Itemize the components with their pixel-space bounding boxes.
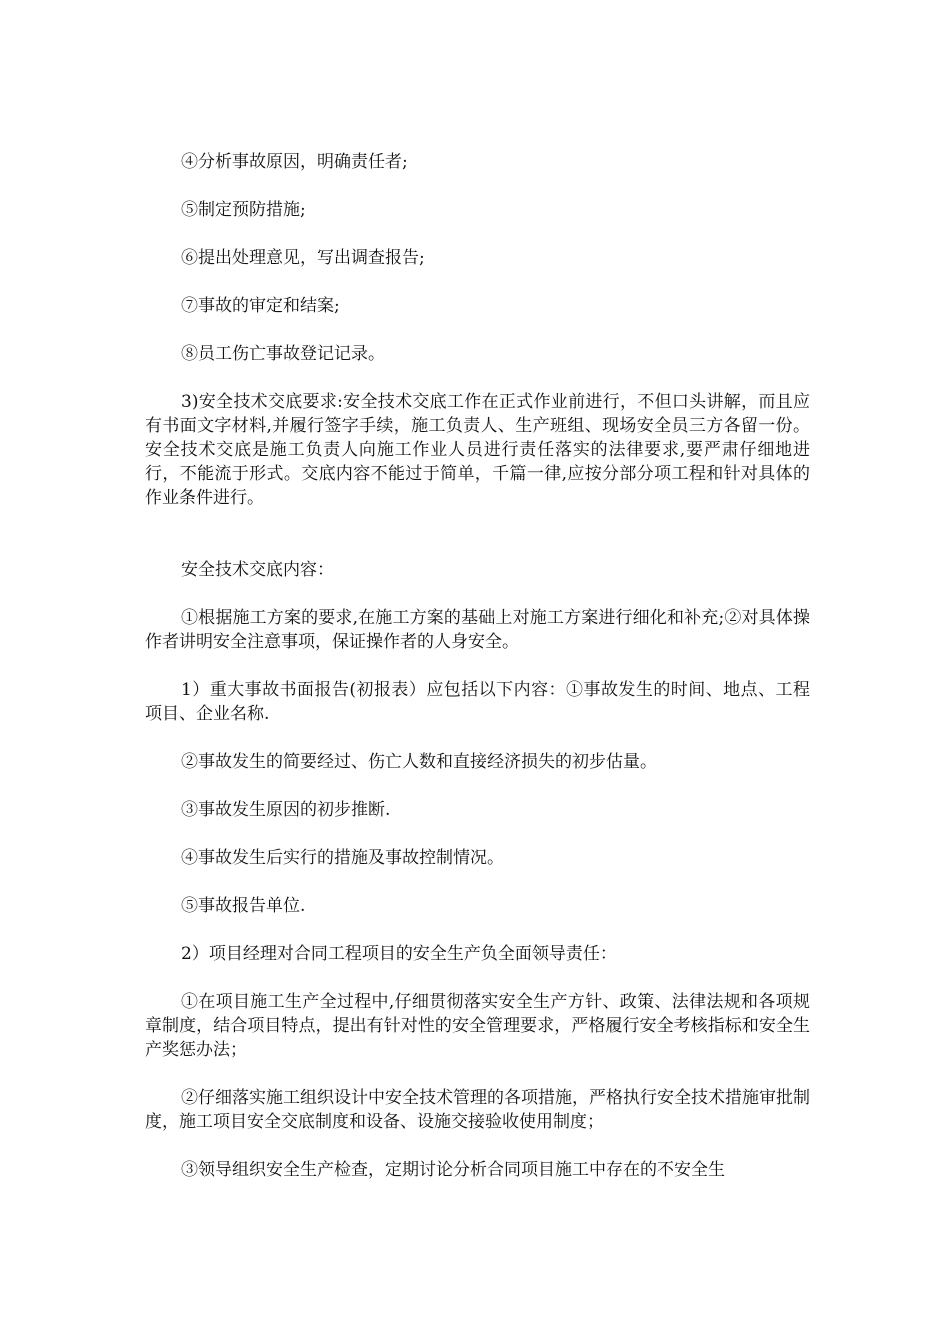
paragraph-briefing-content-detail: ①根据施工方案的要求,在施工方案的基础上对施工方案进行细化和补充;②对具体操作者讲明安全注意事项，保证操作者的人身安全。 <box>145 608 810 652</box>
paragraph-responsibility-item-1: ①在项目施工生产全过程中,仔细贯彻落实安全生产方针、政策、法律法规和各项规章制度，结合项目特点，提出有针对性的安全管理要求，严格履行安全考核指标和安全生产奖惩办法； <box>145 992 810 1060</box>
paragraph-briefing-content-heading: 安全技术交底内容： <box>181 560 334 580</box>
paragraph-reporting-unit: ⑤事故报告单位. <box>181 896 306 916</box>
paragraph-casualty-record: ⑧员工伤亡事故登记记录。 <box>181 344 385 364</box>
paragraph-preventive-measures: ⑤制定预防措施; <box>181 200 306 220</box>
document-body <box>145 150 810 1206</box>
paragraph-responsibility-item-2: ②仔细落实施工组织设计中安全技术管理的各项措施，严格执行安全技术措施审批制度，施工项目安全交底制度和设备、设施交接验收使用制度； <box>145 1088 810 1132</box>
paragraph-responsibility-item-3: ③领导组织安全生产检查，定期讨论分析合同项目施工中存在的不安全生 <box>181 1160 725 1180</box>
paragraph-investigation-report: ⑥提出处理意见，写出调查报告; <box>181 248 425 268</box>
paragraph-accident-cause-judgment: ③事故发生原因的初步推断. <box>181 800 391 820</box>
paragraph-accident-brief: ②事故发生的简要经过、伤亡人数和直接经济损失的初步估量。 <box>181 752 657 772</box>
paragraph-control-measures: ④事故发生后实行的措施及事故控制情况。 <box>181 848 504 868</box>
paragraph-safety-briefing-requirements: 3)安全技术交底要求:安全技术交底工作在正式作业前进行，不但口头讲解，而且应有书面文字材料,并履行签字手续，施工负责人、生产班组、现场安全员三方各留一份。安全技术交底是施工负责人向施工作业人员进行责任落实的法律要求,要严肃仔细地进行，不能流于形式。交底内容不能过于简单，千篇一律,应按分部分项工程和针对具体的作业条件进行。 <box>145 392 810 508</box>
paragraph-major-accident-report: 1）重大事故书面报告(初报表）应包括以下内容：①事故发生的时间、地点、工程项目、企业名称. <box>145 680 810 724</box>
paragraph-accident-cause: ④分析事故原因，明确责任者; <box>181 152 408 172</box>
paragraph-project-manager-responsibility: 2）项目经理对合同工程项目的安全生产负全面领导责任： <box>181 944 617 964</box>
paragraph-case-closing: ⑦事故的审定和结案; <box>181 296 340 316</box>
